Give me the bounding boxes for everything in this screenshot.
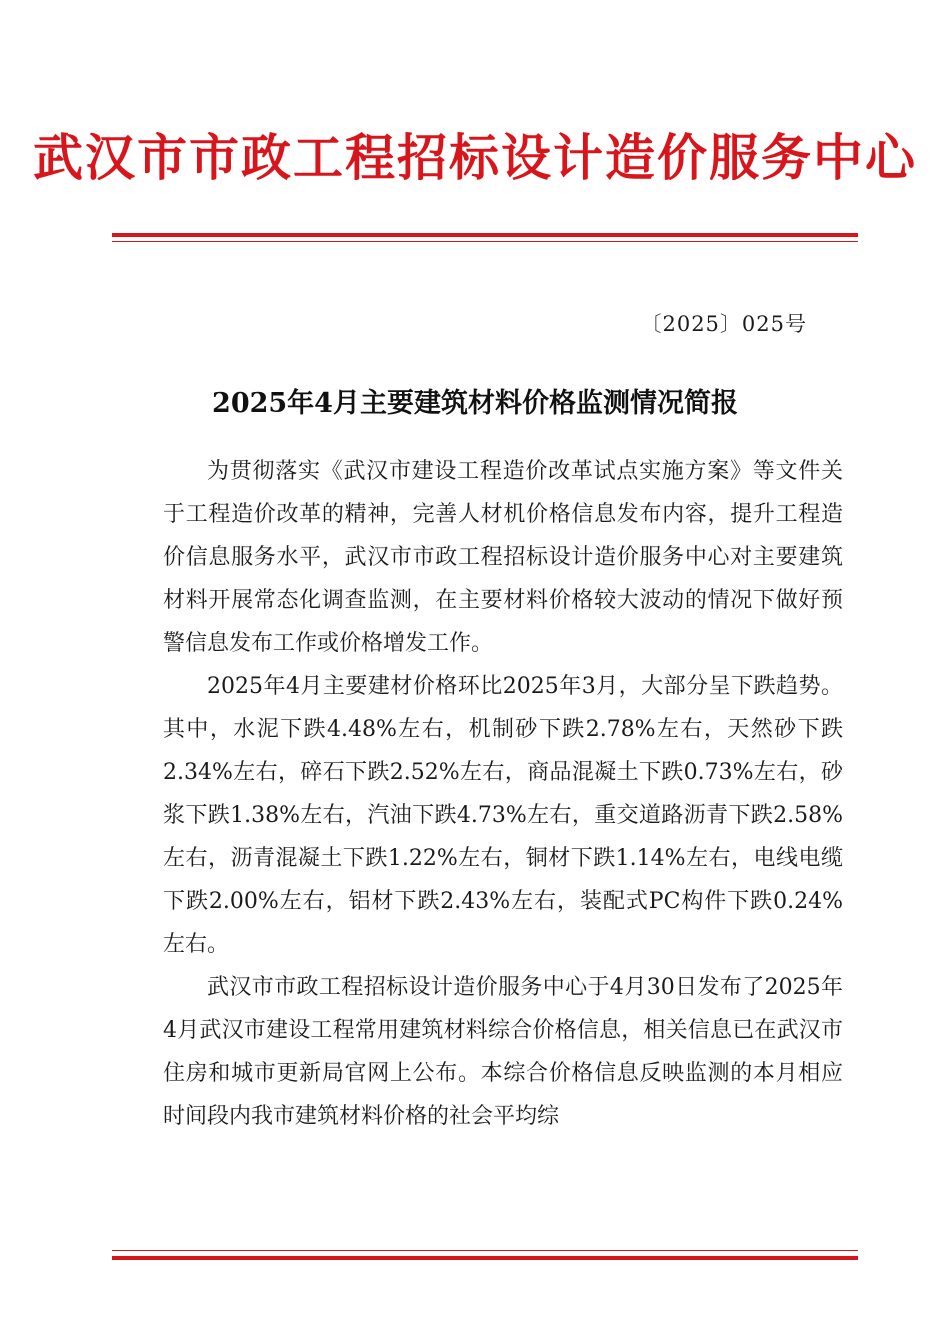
paragraph: 武汉市市政工程招标设计造价服务中心于4月30日发布了2025年4月武汉市建设工程常用建筑材料综合价格信息，相关信息已在武汉市住房和城市更新局官网上公布。本综合价格信息反映监测的本月相应时间段内我市建筑材料价格的社会平均综	[163, 975, 843, 1129]
document-title: 2025年4月主要建筑材料价格监测情况简报	[212, 388, 738, 419]
footer-rule-thin	[112, 1250, 858, 1251]
header-rule-thin	[112, 241, 858, 242]
document-number: 〔2025〕025号	[640, 312, 807, 336]
paragraph: 2025年4月主要建材价格环比2025年3月，大部分呈下跌趋势。其中，水泥下跌4.48%左右，机制砂下跌2.78%左右，天然砂下跌2.34%左右，碎石下跌2.52%左右，商品混凝土下跌0.73%左右，砂浆下跌1.38%左右，汽油下跌4.73%左右，重交道路沥青下跌2.58%左右，沥青混凝土下跌1.22%左右，铜材下跌1.14%左右，电线电缆下跌2.00%左右，铝材下跌2.43%左右，装配式PC构件下跌0.24%左右。	[163, 674, 843, 957]
footer-rule-thick	[112, 1256, 858, 1260]
organization-header: 武汉市市政工程招标设计造价服务中心	[33, 129, 917, 187]
header-rule-thick	[112, 233, 858, 237]
document-body	[163, 450, 843, 1138]
paragraph: 为贯彻落实《武汉市建设工程造价改革试点实施方案》等文件关于工程造价改革的精神，完善人材机价格信息发布内容，提升工程造价信息服务水平，武汉市市政工程招标设计造价服务中心对主要建筑材料开展常态化调查监测，在主要材料价格较大波动的情况下做好预警信息发布工作或价格增发工作。	[163, 459, 843, 656]
